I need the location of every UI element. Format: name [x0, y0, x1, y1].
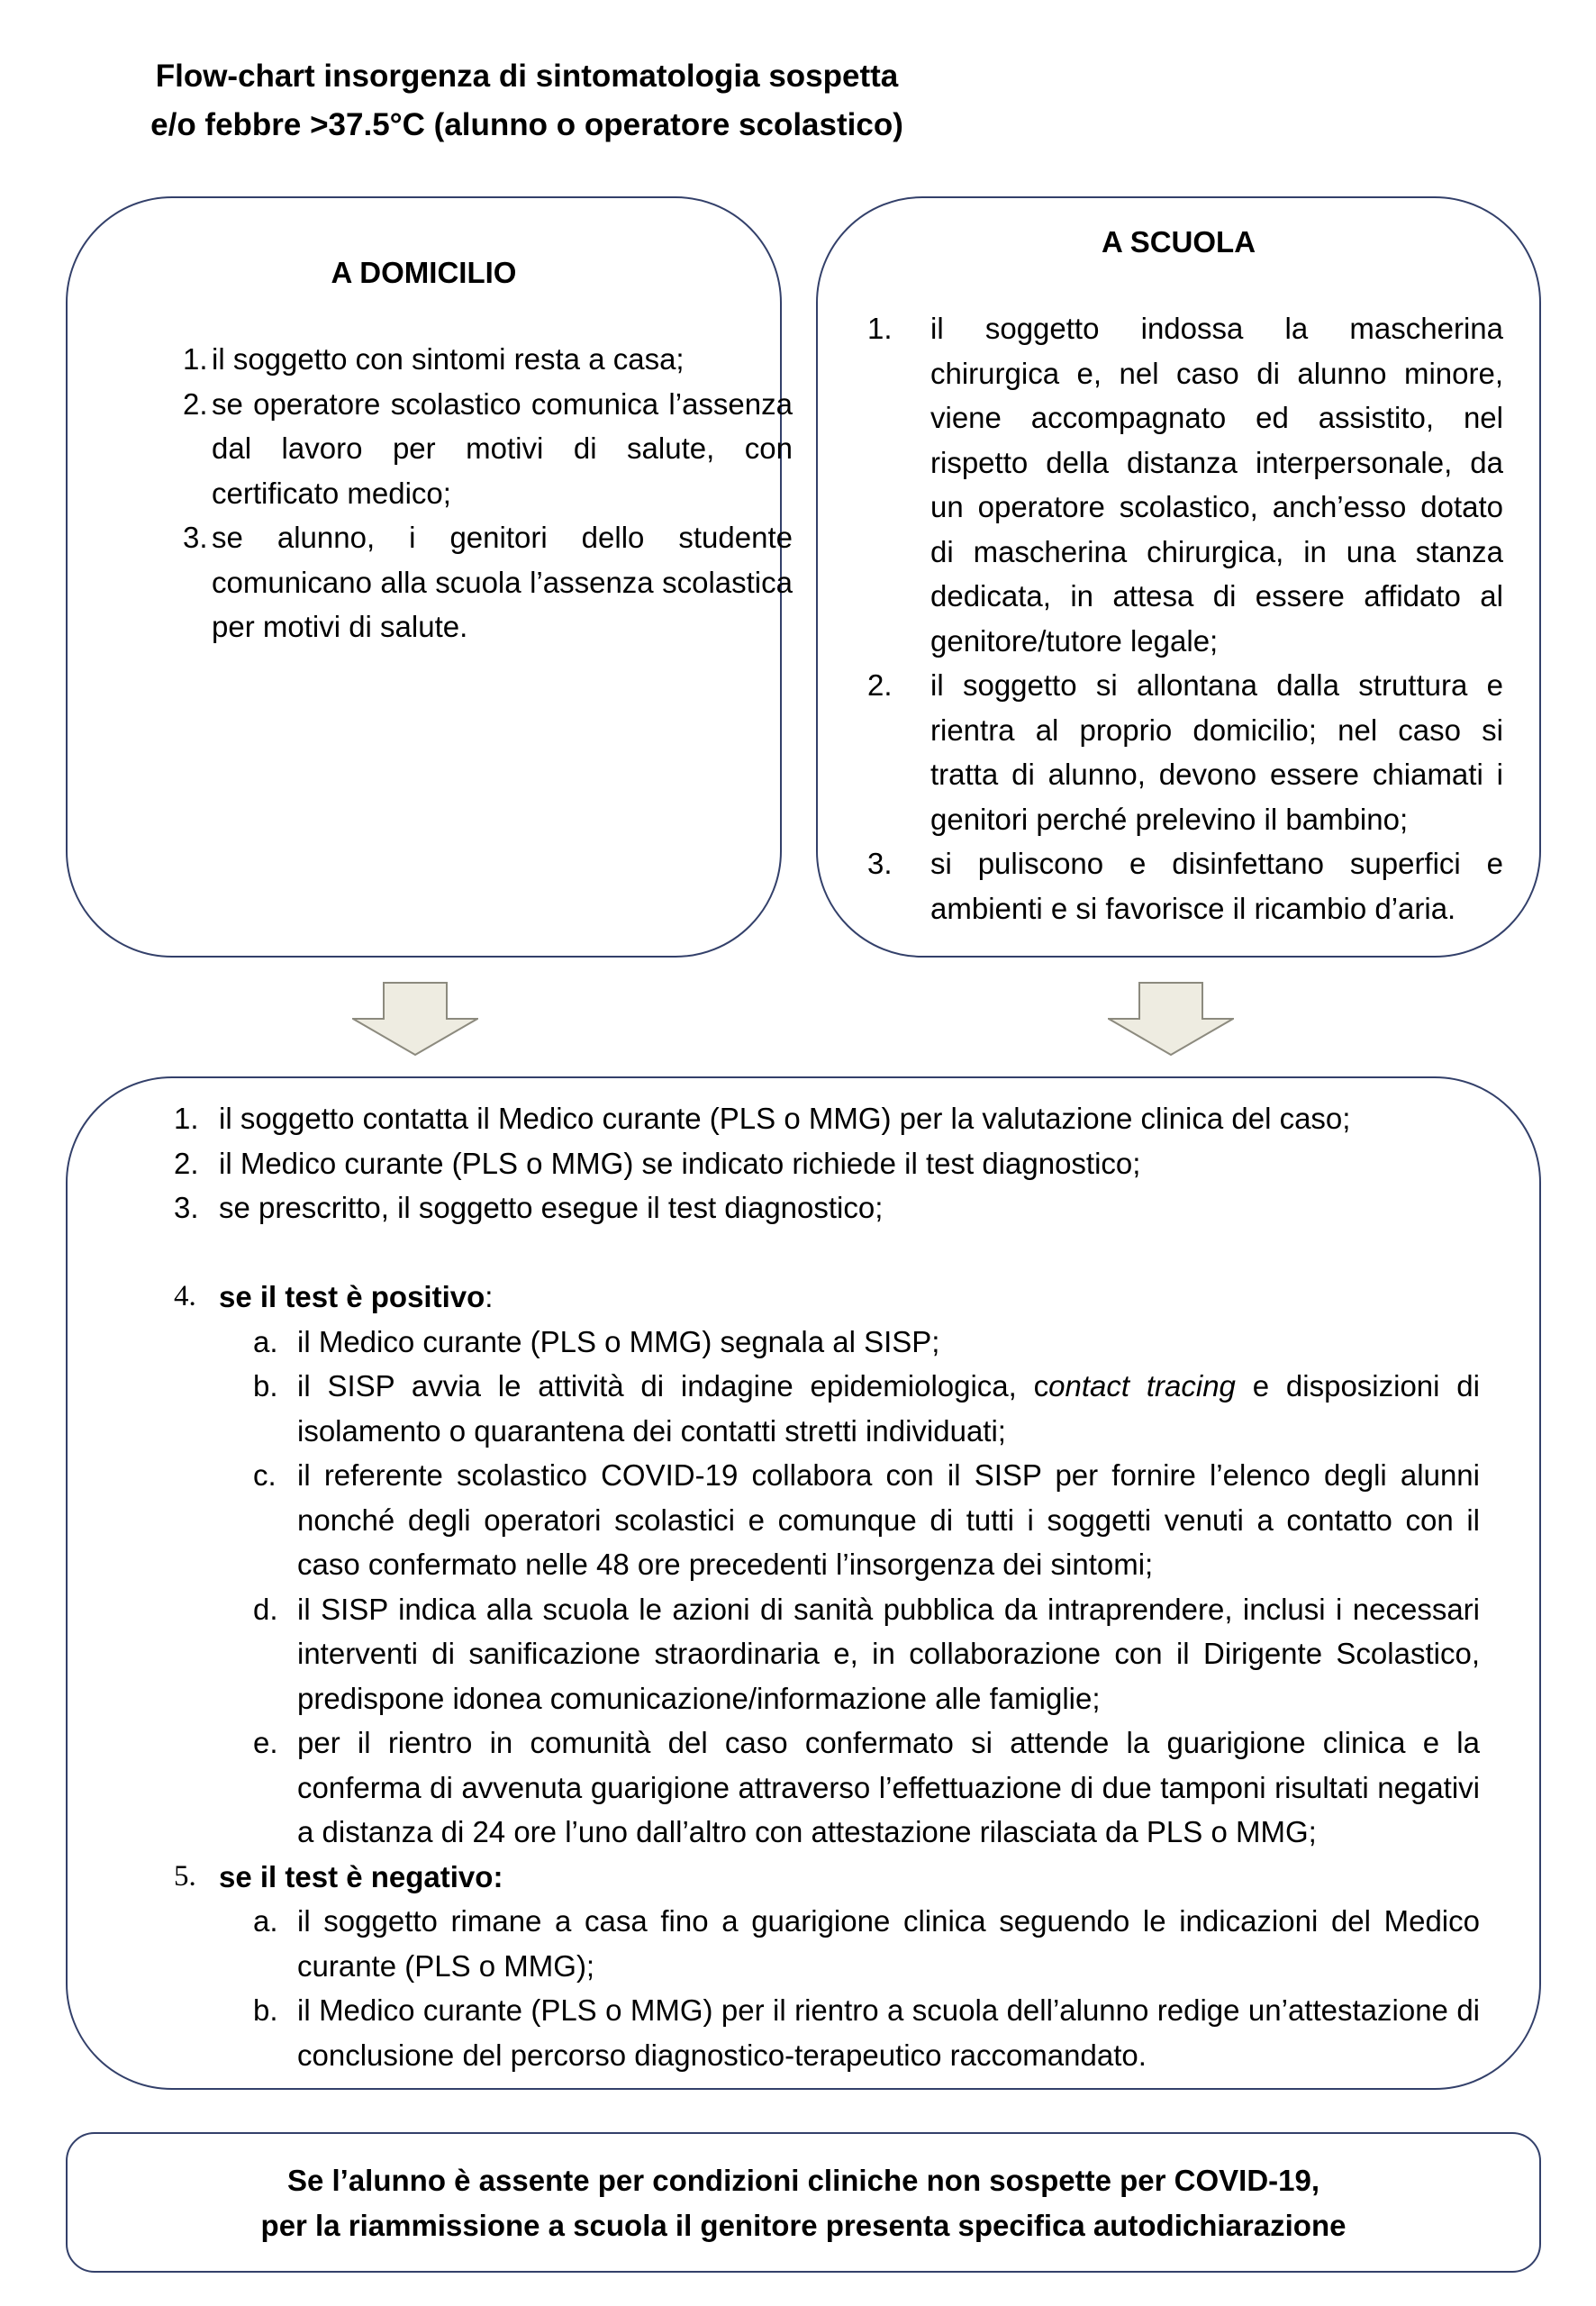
italic-term: ontact tracing — [1048, 1369, 1236, 1403]
list-item — [219, 1587, 1480, 1721]
item-letter: a. — [253, 1324, 278, 1358]
list-item — [219, 1988, 1480, 2077]
item-text: il SISP avvia le attività di indagine epidemiologica, contact tracing e disposizioni di isolamento o quarantena dei contatti stretti individuati; — [297, 1369, 1480, 1448]
scuola-heading: A SCUOLA — [1101, 225, 1256, 259]
arrow-down-icon — [352, 982, 478, 1056]
positive-section — [174, 1275, 1480, 1320]
item-text: il Medico curante (PLS o MMG) per il rientro a scuola dell’alunno redige un’attestazione di conclusione del percorso diagnostico-terapeutico raccomandato. — [297, 1993, 1480, 2072]
list-item — [219, 1899, 1480, 1988]
page-title — [135, 52, 919, 150]
item-number: 2. — [174, 1146, 199, 1180]
list-item — [174, 1141, 1480, 1186]
title-line-1: Flow-chart insorgenza di sintomatologia sospetta — [155, 59, 899, 94]
item-letter: a. — [253, 1904, 278, 1938]
negative-section — [174, 1855, 1480, 1900]
item-number: 3. — [183, 521, 208, 554]
title-line-2: e/o febbre >37.5°C (alunno o operatore scolastico) — [150, 107, 903, 142]
item-number: 4. — [174, 1280, 196, 1312]
positive-colon: : — [485, 1280, 494, 1313]
arrow-down-icon — [1108, 982, 1234, 1056]
list-item — [117, 337, 793, 382]
list-item — [219, 1364, 1480, 1453]
note-text — [68, 2158, 1539, 2248]
procedure-box — [66, 1076, 1541, 2090]
procedure-list — [174, 1096, 1480, 2077]
note-line-2: per la riammissione a scuola il genitore presenta specifica autodichiarazione — [260, 2209, 1347, 2242]
domicilio-list — [117, 337, 793, 649]
item-letter: d. — [253, 1592, 278, 1626]
spacer — [174, 1230, 1480, 1276]
list-item — [117, 515, 793, 649]
item-letter: b. — [253, 1993, 278, 2027]
item-letter: b. — [253, 1369, 278, 1403]
item-text: se operatore scolastico comunica l’assenza dal lavoro per motivi di salute, con certificato medico; — [212, 386, 793, 510]
list-item — [219, 1720, 1480, 1855]
item-number: 1. — [174, 1102, 199, 1135]
list-item — [867, 841, 1503, 931]
negative-label: se il test è negativo: — [219, 1859, 503, 1893]
positive-sublist — [174, 1320, 1480, 1855]
list-item — [174, 1096, 1480, 1141]
item-text: il Medico curante (PLS o MMG) segnala al SISP; — [297, 1324, 940, 1358]
list-item — [867, 663, 1503, 841]
item-letter: e. — [253, 1726, 278, 1759]
item-number: 1. — [867, 312, 893, 345]
negative-sublist — [174, 1899, 1480, 2077]
item-text: il soggetto contatta il Medico curante (PLS o MMG) per la valutazione clinica del caso; — [219, 1102, 1351, 1135]
item-text: il soggetto con sintomi resta a casa; — [212, 342, 685, 376]
item-number: 3. — [867, 847, 893, 880]
note-box — [66, 2132, 1541, 2273]
item-text: per il rientro in comunità del caso confermato si attende la guarigione clinica e la conferma di avvenuta guarigione attraverso l’effettuazione di due tamponi risultati negativi a distanza di 24 ore l’uno dall’altro con attestazione rilasciata da PLS o MMG; — [297, 1726, 1480, 1848]
positive-label: se il test è positivo — [219, 1280, 485, 1313]
item-number: 3. — [174, 1191, 199, 1224]
item-text: si puliscono e disinfettano superfici e ambienti e si favorisce il ricambio d’aria. — [930, 847, 1503, 925]
note-line-1: Se l’alunno è assente per condizioni cliniche non sospette per COVID-19, — [286, 2164, 1320, 2197]
list-item — [174, 1185, 1480, 1230]
item-text: il soggetto rimane a casa fino a guarigione clinica seguendo le indicazioni del Medico curante (PLS o MMG); — [297, 1904, 1480, 1983]
list-item — [219, 1453, 1480, 1587]
item-text: il SISP indica alla scuola le azioni di sanità pubblica da intraprendere, inclusi i necessari interventi di sanificazione straordinaria e, in collaborazione con il Dirigente Scolastico, predispone idonea comunicazione/informazione alle famiglie; — [297, 1592, 1480, 1715]
list-item — [867, 306, 1503, 663]
item-text: il soggetto indossa la mascherina chirurgica e, nel caso di alunno minore, viene accompagnato ed assistito, nel rispetto della distanza interpersonale, da un operatore scolastico, anch’esso dotato di mascherina chirurgica, in una stanza dedicata, in attesa di essere affidato al genitore/tutore legale; — [930, 312, 1503, 658]
item-text: il referente scolastico COVID-19 collabora con il SISP per fornire l’elenco degli alunni nonché degli operatori scolastici e comunque di tutti i soggetti venuti a contatto con il caso confermato nelle 48 ore precedenti l’insorgenza dei sintomi; — [297, 1458, 1480, 1581]
list-item — [117, 382, 793, 516]
item-text: il soggetto si allontana dalla struttura e rientra al proprio domicilio; nel caso si tratta di alunno, devono essere chiamati i genitori perché prelevino il bambino; — [930, 668, 1503, 836]
domicilio-heading: A DOMICILIO — [331, 256, 517, 289]
item-number: 2. — [867, 668, 893, 702]
item-number: 2. — [183, 386, 208, 421]
item-text: se prescritto, il soggetto esegue il test diagnostico; — [219, 1191, 884, 1224]
item-text: il Medico curante (PLS o MMG) se indicato richiede il test diagnostico; — [219, 1146, 1141, 1180]
item-number: 5. — [174, 1859, 196, 1893]
item-letter: c. — [253, 1458, 277, 1492]
scuola-list — [867, 306, 1503, 931]
domicilio-box — [66, 196, 793, 958]
scuola-box — [816, 196, 1541, 958]
list-item — [219, 1320, 1480, 1365]
item-number: 1. — [183, 342, 208, 376]
item-text: se alunno, i genitori dello studente comunicano alla scuola l’assenza scolastica per motivi di salute. — [212, 521, 793, 643]
